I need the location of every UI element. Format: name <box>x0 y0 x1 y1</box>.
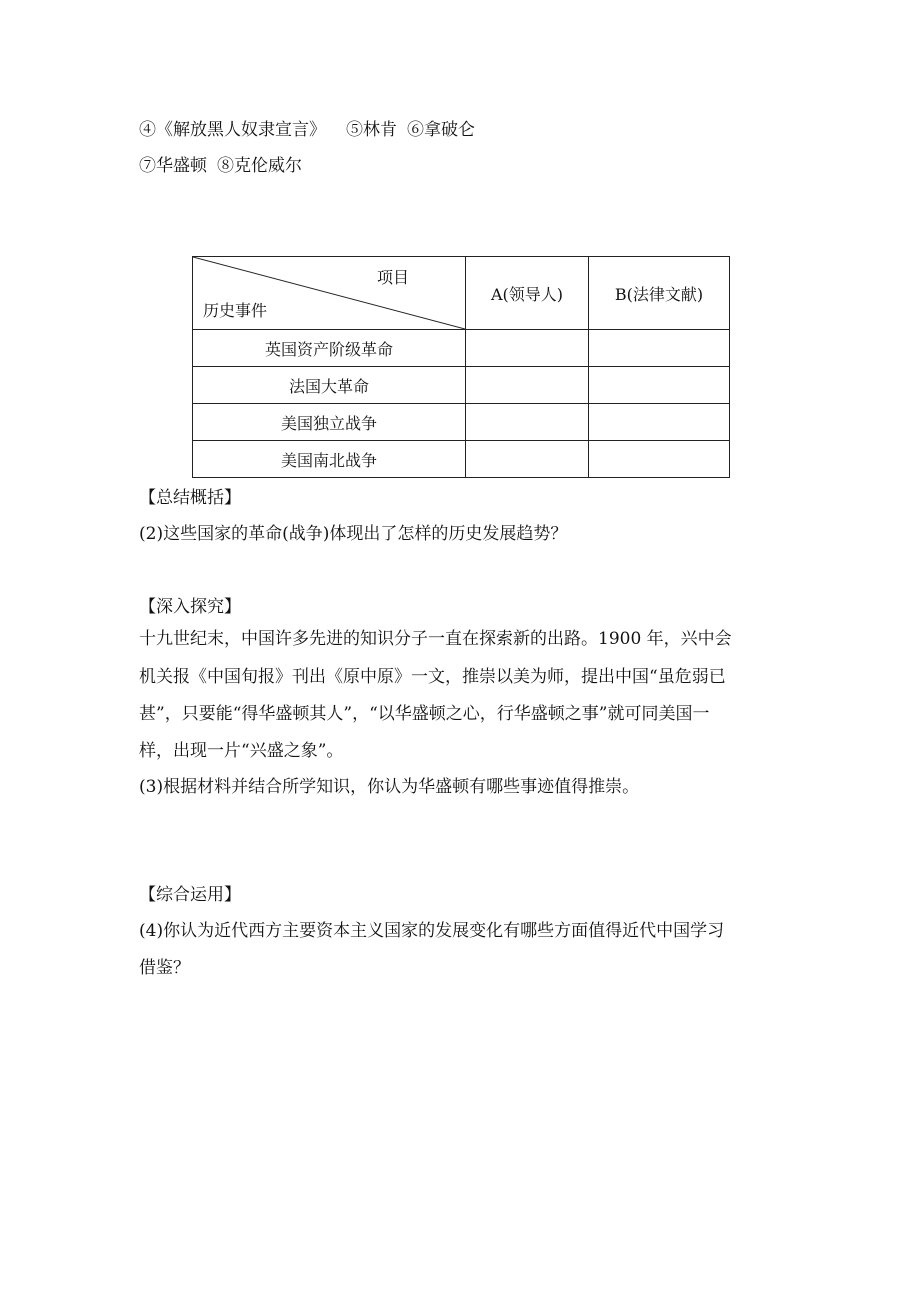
passage-line-2: 机关报《中国旬报》刊出《原中原》一文，推崇以美为师，提出中国“虽危弱已 <box>139 667 726 687</box>
answer-cell-document[interactable] <box>589 441 730 478</box>
passage-line-3: 甚”，只要能“得华盛顿其人”，“以华盛顿之心，行华盛顿之事”就可同美国一 <box>139 704 710 724</box>
corner-label-event: 历史事件 <box>203 301 268 320</box>
column-header-leader: A(领导人) <box>466 257 589 330</box>
table-row <box>193 441 730 478</box>
answer-cell-document[interactable] <box>589 367 730 404</box>
answer-cell-document[interactable] <box>589 330 730 367</box>
question-2: (2)这些国家的革命(战争)体现出了怎样的历史发展趋势？ <box>139 524 568 544</box>
table-corner-cell <box>193 257 466 330</box>
column-header-document: B(法律文献) <box>589 257 730 330</box>
answer-cell-leader[interactable] <box>466 404 589 441</box>
table-row <box>193 330 730 367</box>
passage-line-1: 十九世纪末，中国许多先进的知识分子一直在探索新的出路。1900 年，兴中会 <box>139 629 732 649</box>
question-4-line-1: (4)你认为近代西方主要资本主义国家的发展变化有哪些方面值得近代中国学习 <box>139 921 725 941</box>
row-event: 美国南北战争 <box>193 441 466 478</box>
options-line-1 <box>139 119 475 141</box>
events-table <box>192 256 730 478</box>
apply-heading: 【综合运用】 <box>139 885 241 905</box>
option-4: ④《解放黑人奴隶宣言》 <box>139 120 326 140</box>
question-4-line-2: 借鉴？ <box>139 958 190 978</box>
summary-heading: 【总结概括】 <box>139 488 241 508</box>
question-3: (3)根据材料并结合所学知识，你认为华盛顿有哪些事迹值得推崇。 <box>139 777 640 797</box>
options-line-2 <box>139 155 302 177</box>
answer-cell-leader[interactable] <box>466 441 589 478</box>
option-5: ⑤林肯 <box>346 120 397 140</box>
corner-label-item: 项目 <box>376 268 409 287</box>
explore-heading: 【深入探究】 <box>139 597 241 617</box>
option-6: ⑥拿破仑 <box>407 120 475 140</box>
row-event: 法国大革命 <box>193 367 466 404</box>
table-row <box>193 404 730 441</box>
answer-cell-leader[interactable] <box>466 367 589 404</box>
table-row <box>193 367 730 404</box>
row-event: 英国资产阶级革命 <box>193 330 466 367</box>
answer-cell-document[interactable] <box>589 404 730 441</box>
option-7: ⑦华盛顿 <box>139 156 207 176</box>
passage-line-4: 样，出现一片“兴盛之象”。 <box>139 741 344 761</box>
table-header-row <box>193 257 730 330</box>
row-event: 美国独立战争 <box>193 404 466 441</box>
answer-cell-leader[interactable] <box>466 330 589 367</box>
option-8: ⑧克伦威尔 <box>217 156 302 176</box>
